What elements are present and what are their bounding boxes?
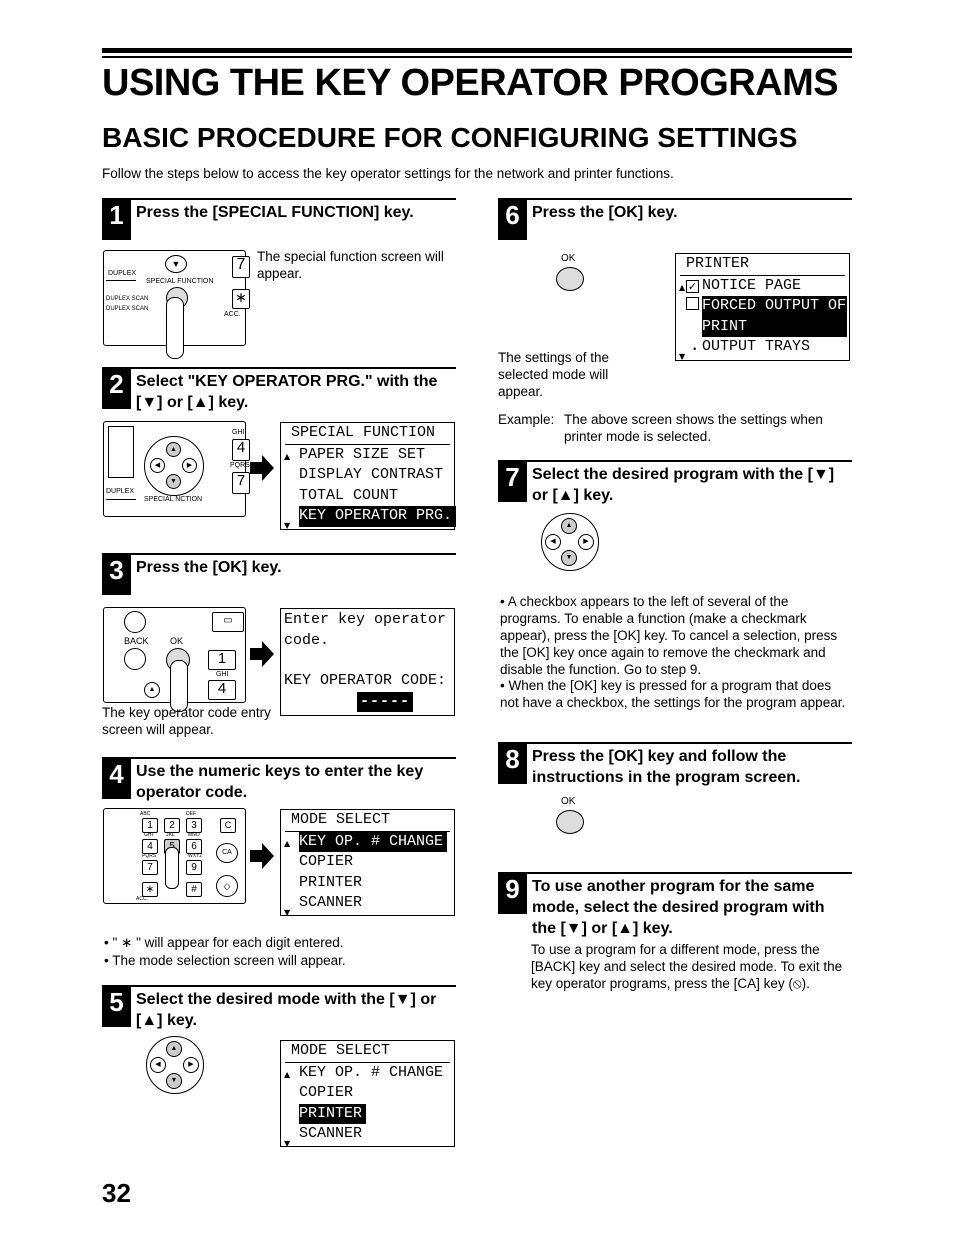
step-rule — [102, 367, 456, 369]
back-key[interactable] — [124, 648, 146, 670]
page-subtitle: BASIC PROCEDURE FOR CONFIGURING SETTINGS — [102, 122, 798, 153]
down-key[interactable]: ▼ — [166, 1073, 182, 1089]
lcd-header: MODE SELECT — [285, 810, 450, 832]
lcd-item: ▼ • OUTPUT TRAYS — [676, 337, 849, 358]
step-rule — [102, 198, 456, 200]
step-3 — [102, 553, 456, 598]
duplex-label: DUPLEX — [106, 488, 135, 495]
left-key[interactable]: ◀ — [545, 534, 561, 550]
scroll-up-icon: ▲ — [284, 1069, 291, 1079]
scroll-up-icon: ▲ — [284, 451, 291, 461]
ghi-label: GHI — [144, 832, 153, 838]
panel-line — [106, 280, 136, 281]
step-6-note: The settings of the selected mode will appear. — [498, 350, 610, 399]
step-title: Select the desired mode with the [▼] or [▲] key. — [136, 991, 437, 1029]
lcd-item: COPIER — [299, 853, 354, 870]
step-rule — [102, 757, 456, 759]
step-number: 3 — [102, 553, 131, 595]
lcd-item-selected: PRINT — [676, 317, 849, 338]
step-1-note: The special function screen will appear. — [257, 249, 444, 281]
key-1[interactable]: 1 — [142, 818, 158, 833]
up-key[interactable]: ▲ — [166, 442, 181, 457]
step-9-note: To use a program for a different mode, press the [BACK] key and select the desired mode. To exit the key operator programs, press the [CA] key (⦸). — [531, 942, 843, 991]
intro-text: Follow the steps below to access the key operator settings for the network and printer functions. — [102, 166, 674, 181]
step-rule — [498, 872, 852, 874]
lcd-item: ▲ ✓ NOTICE PAGE — [676, 276, 849, 297]
code-entry-field: ----- — [357, 692, 413, 713]
step-title: To use another program for the same mode, select the desired program with the [▼] or [▲] key. — [532, 878, 825, 937]
panel-line — [106, 499, 136, 500]
step-number: 6 — [498, 198, 527, 240]
lcd-line: KEY OPERATOR CODE: — [284, 672, 447, 689]
step-title: Press the [OK] key. — [136, 559, 282, 576]
step-5 — [102, 985, 456, 1030]
lcd-item-selected: ▼ KEY OPERATOR PRG. — [281, 506, 454, 527]
key-1[interactable]: 1 — [208, 650, 236, 670]
lcd-header: MODE SELECT — [285, 1041, 450, 1063]
mno-label: MNO — [188, 832, 200, 838]
c-key[interactable]: C — [220, 818, 236, 833]
lcd-item: DISPLAY CONTRAST — [299, 466, 444, 483]
checkbox-checked-icon[interactable]: ✓ — [687, 279, 698, 293]
key-9[interactable]: 9 — [186, 860, 202, 875]
ok-key[interactable] — [556, 810, 584, 834]
scroll-up-icon: ▲ — [679, 282, 686, 292]
acc-label: ACC. — [136, 896, 148, 902]
panel-slot — [108, 426, 134, 478]
left-key[interactable]: ◀ — [150, 458, 165, 473]
step-7-bullet: • When the [OK] key is pressed for a program that does not have a checkbox, the settings for the program appear. — [500, 678, 846, 710]
finger-pointer — [165, 847, 179, 889]
lcd-blank-line — [281, 651, 454, 671]
key-2[interactable]: 2 — [164, 818, 180, 833]
duplex-scan-label: DUPLEX SCAN — [106, 296, 149, 302]
ok-label: OK — [561, 253, 576, 264]
wxyz-label: WXYZ — [188, 853, 203, 859]
lcd-item: ▼ SCANNER — [281, 1124, 454, 1145]
arrow-right-icon — [250, 455, 274, 481]
example-label: Example: — [498, 412, 555, 427]
keypad-illustration — [103, 808, 246, 904]
ca-key[interactable]: CA — [216, 843, 238, 863]
step-number: 1 — [102, 198, 131, 240]
lcd-line: code. — [284, 631, 330, 649]
scroll-down-icon: ▼ — [679, 352, 686, 361]
key-4[interactable]: 4 — [142, 839, 158, 854]
up-key[interactable]: ▲ — [166, 1041, 182, 1057]
lcd-item-selected: PRINTER — [281, 1104, 454, 1125]
key-7[interactable]: 7 — [232, 256, 250, 278]
control-panel-illustration-3 — [103, 607, 246, 703]
step-number: 5 — [102, 985, 131, 1027]
finger-pointer — [166, 297, 184, 359]
lcd-line: Enter key operator — [284, 611, 447, 628]
lcd-mode-select-b — [280, 1040, 455, 1147]
step-title: Press the [OK] key. — [532, 204, 678, 221]
duplex-label: DUPLEX — [108, 270, 137, 277]
right-key[interactable]: ▶ — [182, 458, 197, 473]
step-rule — [498, 198, 852, 200]
printer-key[interactable]: ▭ — [212, 612, 244, 632]
step-4 — [102, 757, 456, 802]
scroll-down-icon: ▼ — [284, 908, 291, 917]
ok-label: OK — [170, 636, 184, 646]
lcd-item: ▲ KEY OP. # CHANGE — [281, 1063, 454, 1084]
step-1 — [102, 198, 456, 243]
lcd-item: PRINTER — [299, 873, 363, 891]
down-key[interactable]: ▼ — [561, 550, 577, 566]
page-number: 32 — [102, 1178, 131, 1208]
up-key[interactable]: ▲ — [144, 682, 160, 698]
header-rule-thick — [102, 48, 852, 53]
jkl-label: JKL — [166, 832, 175, 838]
lcd-special-function — [280, 422, 455, 530]
step-rule — [102, 985, 456, 987]
lcd-header: PRINTER — [680, 254, 845, 276]
up-key[interactable]: ▲ — [561, 518, 577, 534]
left-key[interactable]: ◀ — [150, 1057, 166, 1073]
step-8 — [498, 742, 852, 787]
checkbox-icon[interactable] — [686, 297, 699, 310]
scroll-up-icon: ▲ — [284, 838, 291, 848]
step-rule — [498, 742, 852, 744]
step-rule — [498, 460, 852, 462]
step-title: Use the numeric keys to enter the key operator code. — [136, 763, 424, 801]
ok-key[interactable] — [556, 267, 584, 291]
step-7 — [498, 460, 852, 505]
lcd-item-selected: ▲ KEY OP. # CHANGE — [281, 832, 454, 853]
step-4-bullet: • The mode selection screen will appear. — [104, 953, 346, 968]
navigation-pad — [146, 1036, 204, 1094]
right-key[interactable]: ▶ — [183, 1057, 199, 1073]
acc-label: ACC. — [224, 311, 241, 318]
lcd-header: SPECIAL FUNCTION — [285, 423, 450, 445]
back-label: BACK — [124, 636, 149, 646]
control-panel-illustration-2 — [103, 421, 250, 517]
step-title: Select the desired program with the [▼] or [▲] key. — [532, 466, 835, 504]
key-hash[interactable]: # — [186, 882, 202, 897]
lcd-item: COPIER — [299, 1084, 354, 1101]
scroll-down-icon: ▼ — [284, 1139, 291, 1148]
step-number: 4 — [102, 757, 131, 799]
step-title: Press the [OK] key and follow the instructions in the program screen. — [532, 748, 801, 786]
step-number: 9 — [498, 872, 527, 914]
lcd-item: TOTAL COUNT — [299, 486, 399, 504]
arrow-right-icon — [250, 843, 274, 869]
special-function-label: SPECIAL NCTION — [144, 496, 203, 503]
step-3-note: The key operator code entry screen will appear. — [102, 705, 271, 737]
key-3[interactable]: 3 — [186, 818, 202, 833]
abc-label: ABC — [140, 811, 151, 817]
ghi-label: GHI — [216, 671, 229, 678]
step-7-bullet: • A checkbox appears to the left of several of the programs. To enable a function (make a checkmark appear), press the [OK] key. To cancel a selection, press the [OK] key once again to remove the checkmark and disable the function. Go to step 9. — [500, 594, 838, 677]
lcd-printer-settings — [675, 253, 850, 361]
lcd-item: ▼ SCANNER — [281, 893, 454, 914]
bullet-marker-icon: • — [692, 345, 698, 355]
step-title: Select "KEY OPERATOR PRG." with the [▼] or [▲] key. — [136, 373, 438, 411]
control-panel-illustration-1 — [103, 250, 246, 346]
example-text: The above screen shows the settings when printer mode is selected. — [564, 412, 823, 444]
step-number: 2 — [102, 367, 131, 409]
start-key[interactable]: ◇ — [216, 875, 238, 897]
special-function-label: SPECIAL FUNCTION — [146, 278, 214, 285]
step-9 — [498, 872, 852, 937]
step-number: 7 — [498, 460, 527, 502]
key-6[interactable]: 6 — [186, 839, 202, 854]
step-title: Press the [SPECIAL FUNCTION] key. — [136, 204, 414, 221]
lcd-mode-select-a — [280, 809, 455, 916]
step-4-bullet: • " ∗ " will appear for each digit entered. — [104, 935, 344, 950]
ok-label: OK — [561, 796, 576, 807]
ghi-label: GHI — [232, 429, 245, 436]
lcd-item: ▲ PAPER SIZE SET — [281, 445, 454, 466]
arrow-right-icon — [250, 641, 274, 667]
step-2 — [102, 367, 456, 417]
pqrs-label: PQRS — [230, 462, 250, 469]
key-7[interactable]: 7 — [142, 860, 158, 875]
down-key[interactable]: ▼ — [165, 255, 187, 273]
right-key[interactable]: ▶ — [578, 534, 594, 550]
page-title: USING THE KEY OPERATOR PROGRAMS — [102, 62, 839, 104]
key-4[interactable]: 4 — [232, 439, 250, 461]
step-number: 8 — [498, 742, 527, 784]
key-4[interactable]: 4 — [208, 680, 236, 700]
key-asterisk[interactable]: ∗ — [232, 289, 250, 309]
lcd-item-selected: FORCED OUTPUT OF — [676, 296, 849, 317]
lcd-code-entry — [280, 608, 455, 716]
key-7[interactable]: 7 — [232, 472, 250, 494]
scroll-down-icon: ▼ — [284, 521, 291, 530]
header-rule-thin — [102, 56, 852, 58]
step-rule — [102, 553, 456, 555]
key-asterisk[interactable]: ∗ — [142, 882, 158, 897]
navigation-pad — [541, 513, 599, 571]
panel-key[interactable] — [124, 611, 146, 633]
pqrs-label: PQRS — [142, 853, 157, 859]
step-6 — [498, 198, 852, 243]
def-label: DEF — [186, 811, 196, 817]
duplex-scan-label: DUPLEX SCAN — [106, 306, 149, 312]
down-key[interactable]: ▼ — [166, 474, 181, 489]
